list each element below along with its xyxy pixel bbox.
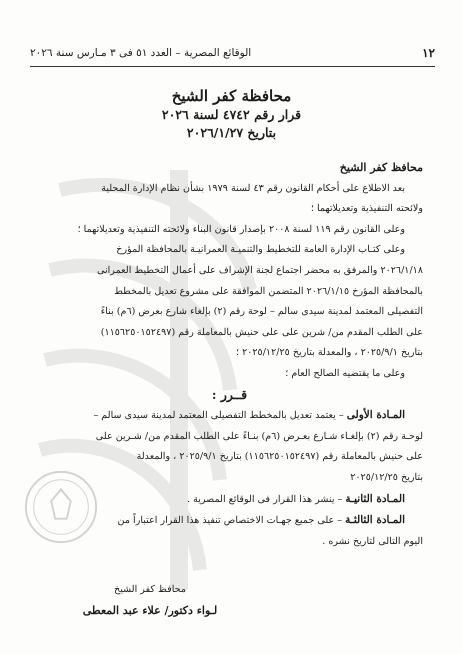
body-line: بالمحافظة المؤرخ ٢٠٢٦/١/١٥ المتضمن الموافقة على مشروع تعديل بالمخطط	[114, 285, 423, 297]
body-line: على الطلب المقدم من/ شرين على على حنيش بالمعاملة رقم (١١٥٦٢٥٠١٥٢٤٩٧)	[100, 326, 423, 338]
body-line: وعلى كتـاب الإدارة العامة للتخطيط والتنميـة العمرانيـة بالمحافظة المؤرخ	[116, 244, 405, 256]
article-2	[36, 489, 423, 511]
body-line: التفصيلى المعتمد لمدينة سيدى سالم – لوحة رقم (٢) بإلغاء شارع بعرض (٦م) بناءً	[100, 306, 423, 318]
running-title: الوقائع المصرية – العدد ٥١ فى ٣ مـارس سنة ٢٠٢٦	[30, 47, 252, 59]
body-line: وعلى ما يقتضيه الصالح العام ؛	[285, 367, 405, 379]
signatory-name: لـواء دكتور/ علاء عبد المعطى	[82, 604, 218, 617]
article-3-text: – على جميع جهـات الاختصاص تنفيذ هذا القرار اعتباراً من	[117, 515, 343, 527]
body-line: اليوم التالى لتاريخ نشره .	[322, 535, 423, 547]
article-2-text: – ينشر هذا القرار فى الوقائع المصرية .	[186, 493, 343, 505]
body-line: وعلى القانون رقم ١١٩ لسنة ٢٠٠٨ بإصدار قانون البناء ولائحته التنفيذية وتعديلاتهما ؛	[77, 223, 405, 235]
governorate-title: محافظة كفر الشيخ	[171, 87, 292, 105]
article-3-label: المـادة الثالثـة	[345, 514, 405, 527]
body-line: بعد الاطلاع على أحكام القانون رقم ٤٣ لسنة ١٩٧٩ بشأن نظام الإدارة المحلية	[101, 182, 405, 194]
article-3	[36, 510, 423, 532]
decision-number: قرار رقم ٤٧٤٢ لسنة ٢٠٢٦	[161, 107, 302, 122]
running-header	[30, 44, 435, 62]
body-line: بتاريخ ٢٠٢٥/٩/١ ، والمعدلة بتاريخ ٢٠٢٥/١٢/٢٥ ؛	[235, 347, 423, 359]
decision-date: بتاريخ ٢٠٢٦/١/٢٧	[186, 125, 277, 140]
page-number: ١٢	[422, 46, 435, 60]
decides-heading: قــرر :	[211, 386, 248, 402]
body-line: بتاريخ ٢٠٢٥/١٢/٢٥	[350, 471, 423, 483]
signatory-title: محافظ كفر الشيخ	[114, 584, 186, 595]
decision-body	[36, 158, 423, 552]
header-divider	[30, 66, 435, 67]
article-1-label: المـادة الأولى	[346, 409, 405, 422]
article-1-text: – يعتمد تعديل بالمخطط التفصيلى المعتمد لمدينة سيدى سالم –	[93, 410, 344, 422]
article-1	[36, 405, 423, 427]
body-line: لوحـة رقم (٢) بإلغـاء شـارع بعـرض (٦م) بنـاءً على الطلب المقدم من/ شـرين على	[95, 430, 423, 442]
article-2-label: المـادة الثانيـة	[345, 492, 405, 505]
body-line: ولائحته التنفيذية وتعديلاتهما ؛	[310, 203, 423, 215]
signature-block	[60, 580, 240, 622]
decision-titles	[0, 86, 463, 142]
body-line: ٢٠٢٦/١/١٨ والمرفق به محضر اجتماع لجنة الإشراف على أعمال التخطيط العمرانى	[96, 264, 423, 276]
body-line: على حنيش بالمعاملة رقم (١١٥٦٢٥٠١٥٢٤٩٧) بتاريخ ٢٠٢٥/٩/١ ، والمعدلة	[136, 451, 423, 463]
issuer-heading: محافظ كفر الشيخ	[339, 161, 423, 174]
